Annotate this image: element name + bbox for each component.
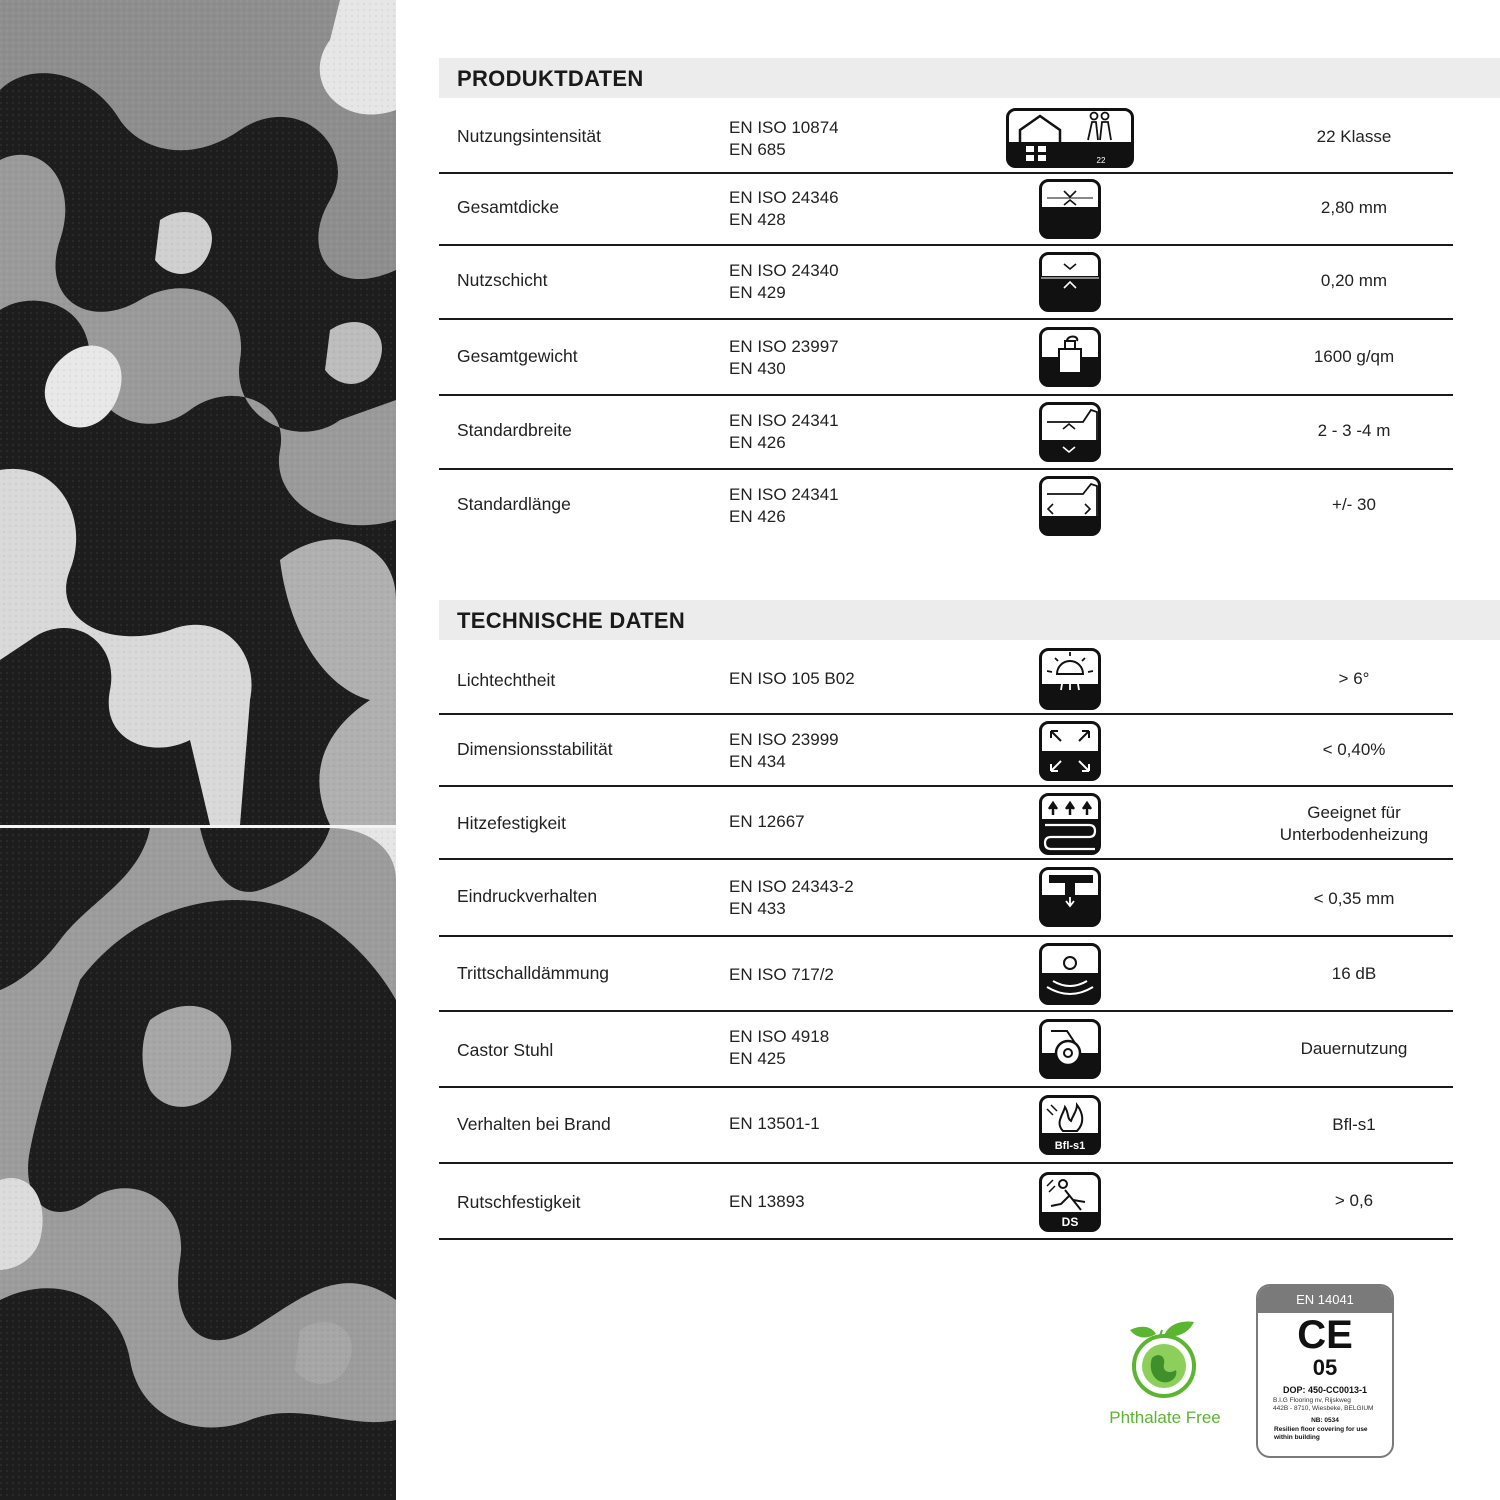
underfloor-heating-icon	[1039, 793, 1101, 855]
row-label: Lichtechtheit	[457, 670, 556, 690]
row-label: Rutschfestigkeit	[457, 1192, 581, 1212]
table-row	[439, 394, 1453, 470]
house-people-icon	[1006, 108, 1134, 168]
svg-text:Bfl-s1: Bfl-s1	[1054, 1140, 1086, 1152]
row-value: 22 Klasse	[1316, 127, 1392, 146]
row-standard: EN ISO 4918 EN 425	[729, 1027, 830, 1068]
table-row	[439, 1086, 1453, 1164]
row-label: Verhalten bei Brand	[457, 1114, 611, 1134]
row-label: Trittschalldämmung	[457, 963, 610, 983]
ce-declaration-label	[1256, 1284, 1394, 1458]
row-value: > 0,6	[1334, 1191, 1374, 1210]
svg-text:DS: DS	[1061, 1215, 1079, 1229]
floor-pattern-image	[0, 0, 396, 1500]
table-row	[439, 468, 1453, 540]
row-value: < 0,40%	[1322, 740, 1386, 759]
impact-sound-icon	[1039, 943, 1101, 1005]
roll-width-icon	[1039, 402, 1101, 462]
table-row	[439, 713, 1453, 787]
row-value: > 6°	[1338, 669, 1370, 688]
table-row	[439, 318, 1453, 396]
dimension-arrows-icon	[1039, 721, 1101, 781]
ce-company: B.I.G Flooring nv, Rijskweg 442B - 8710, Wiesbeke, BELGIUM	[1273, 1397, 1374, 1412]
ce-year: 05	[1312, 1355, 1338, 1380]
phthalate-caption: Phthalate Free	[1109, 1408, 1221, 1427]
row-value: Dauernutzung	[1300, 1039, 1408, 1058]
phthalate-free-logo	[1100, 1320, 1230, 1430]
section-header-technische-daten	[439, 600, 1500, 640]
row-standard: EN 13501-1	[729, 1114, 820, 1133]
row-label: Nutzungsintensität	[457, 126, 601, 146]
row-standard: EN ISO 24341 EN 426	[729, 485, 839, 526]
table-row	[439, 858, 1453, 937]
ce-notified-body: NB: 0534	[1311, 1417, 1339, 1424]
row-standard: EN ISO 717/2	[729, 965, 834, 984]
section-header-produktdaten	[439, 58, 1500, 98]
row-label: Hitzefestigkeit	[457, 813, 566, 833]
row-label: Eindruckverhalten	[457, 886, 598, 906]
row-label: Nutzschicht	[457, 270, 548, 290]
table-row	[439, 98, 1453, 174]
row-standard: EN ISO 23997 EN 430	[729, 337, 839, 378]
section-title: TECHNISCHE DATEN	[457, 608, 686, 633]
indentation-icon	[1039, 867, 1101, 927]
table-row	[439, 1010, 1453, 1088]
row-label: Standardbreite	[457, 420, 572, 440]
sun-icon	[1039, 648, 1101, 710]
row-standard: EN ISO 10874 EN 685	[729, 118, 839, 159]
row-standard: EN 12667	[729, 812, 805, 831]
row-label: Standardlänge	[457, 494, 571, 514]
slip-icon	[1039, 1172, 1101, 1232]
fire-icon	[1039, 1095, 1101, 1155]
row-standard: EN ISO 24343-2 EN 433	[729, 877, 854, 918]
row-value: Geeignet für Unterbodenheizung	[1279, 803, 1429, 844]
row-label: Gesamtdicke	[457, 197, 560, 217]
row-standard: EN ISO 23999 EN 434	[729, 730, 839, 771]
table-row	[439, 640, 1453, 715]
row-value: 0,20 mm	[1320, 271, 1388, 290]
leaf-globe-icon	[1122, 1320, 1206, 1405]
svg-text:22: 22	[1096, 156, 1106, 165]
castor-chair-icon	[1039, 1019, 1101, 1079]
table-row	[439, 785, 1453, 860]
table-row	[439, 172, 1453, 246]
row-label: Gesamtgewicht	[457, 346, 578, 366]
row-value: < 0,35 mm	[1313, 889, 1395, 908]
row-standard: EN ISO 24346 EN 428	[729, 188, 839, 229]
row-standard: EN ISO 24340 EN 429	[729, 261, 839, 302]
row-standard: EN 13893	[729, 1192, 805, 1211]
ce-dop: DOP: 450-CC0013-1	[1282, 1385, 1368, 1395]
wear-layer-icon	[1039, 252, 1101, 312]
row-value: 16 dB	[1331, 964, 1377, 983]
row-value: 1600 g/qm	[1313, 347, 1395, 366]
roll-length-icon	[1039, 476, 1101, 536]
row-standard: EN ISO 105 B02	[729, 669, 855, 688]
ce-standard: EN 14041	[1258, 1286, 1392, 1313]
table-row	[439, 244, 1453, 320]
ce-mark: CE	[1297, 1313, 1353, 1357]
ce-description: Resilien floor covering for use within building	[1274, 1426, 1368, 1441]
row-standard: EN ISO 24341 EN 426	[729, 411, 839, 452]
row-label: Castor Stuhl	[457, 1040, 554, 1060]
row-value: +/- 30	[1332, 495, 1376, 514]
row-value: Bfl-s1	[1332, 1115, 1376, 1134]
table-row	[439, 935, 1453, 1012]
row-label: Dimensionsstabilität	[457, 739, 613, 759]
section-title: PRODUKTDATEN	[457, 66, 644, 91]
total-thickness-icon	[1039, 179, 1101, 239]
row-value: 2,80 mm	[1320, 198, 1388, 217]
weight-icon	[1039, 327, 1101, 387]
table-row	[439, 1162, 1453, 1240]
row-value: 2 - 3 -4 m	[1317, 421, 1391, 440]
